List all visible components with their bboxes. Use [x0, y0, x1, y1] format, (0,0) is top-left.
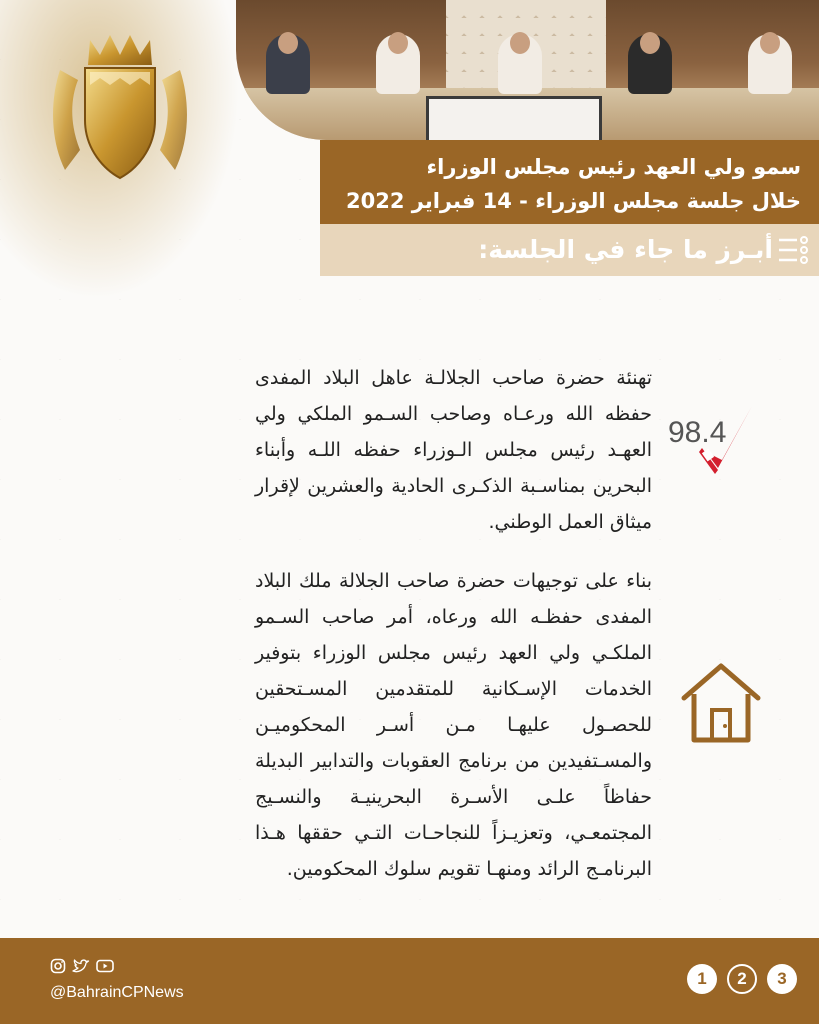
list-icon [777, 236, 809, 264]
item-text-1: تهنئة حضرة صاحب الجلالـة عاهل البلاد المفدى حفظه الله ورعـاه وصاحب السـمو الملكي ولي العهـد رئيس مجلس الـوزراء حفظه اللـه وأبناء البحرين بمناسـبة الذكـرى الحادية والعشرين لإقرار ميثاق العمل الوطني. [255, 367, 652, 533]
highlights-band [320, 224, 819, 276]
page-1-indicator[interactable]: 1 [687, 964, 717, 994]
twitter-icon[interactable] [72, 958, 90, 974]
hero-person [498, 34, 542, 94]
bahrain-emblem-icon [40, 10, 200, 210]
page-2-indicator[interactable]: 2 [727, 964, 757, 994]
pagination [687, 964, 797, 994]
item-text-2: بناء على توجيهات حضرة صاحب الجلالة ملك البلاد المفدى حفظـه الله ورعاه، أمر صاحب السـمو الملكـي ولي العهد رئيس مجلس الوزراء بتوفير الخدمات الإسـكانية للمتقدمين المسـتحقين للحصـول عليهـا مـن أسـر المحكوميـن والمسـتفيدين من برنامج العقوبات والتدابير البديلة حفاظاً علـى الأسـرة البحرينيـة والنسـيج المجتمعـي، وتعزيـزاً للنجاحـات التـي حققها هـذا البرنامـج الرائد ومنهـا تقويم سلوك المحكومين. [255, 570, 652, 880]
page-title-line1: سمو ولي العهد رئيس مجلس الوزراء [426, 155, 801, 179]
hero-photo [236, 0, 819, 140]
social-handle[interactable]: @BahrainCPNews [50, 984, 184, 1001]
page-3-indicator[interactable]: 3 [767, 964, 797, 994]
checkmark-icon [666, 402, 756, 482]
checkmark-label: 98.4 [668, 416, 727, 449]
house-icon [680, 660, 762, 744]
hero-person [748, 34, 792, 94]
hero-person [376, 34, 420, 94]
title-band [320, 140, 819, 224]
hero-person [628, 34, 672, 94]
highlights-heading: أبـرز ما جاء في الجلسة: [478, 235, 773, 264]
page-title-line2: خلال جلسة مجلس الوزراء - 14 فبراير 2022 [346, 189, 801, 213]
emblem-area [0, 0, 240, 300]
hero-screen [426, 96, 602, 140]
instagram-icon[interactable] [50, 958, 66, 974]
footer [0, 938, 819, 1024]
hero-person [266, 34, 310, 94]
social-icons [50, 958, 114, 974]
youtube-icon[interactable] [96, 958, 114, 974]
